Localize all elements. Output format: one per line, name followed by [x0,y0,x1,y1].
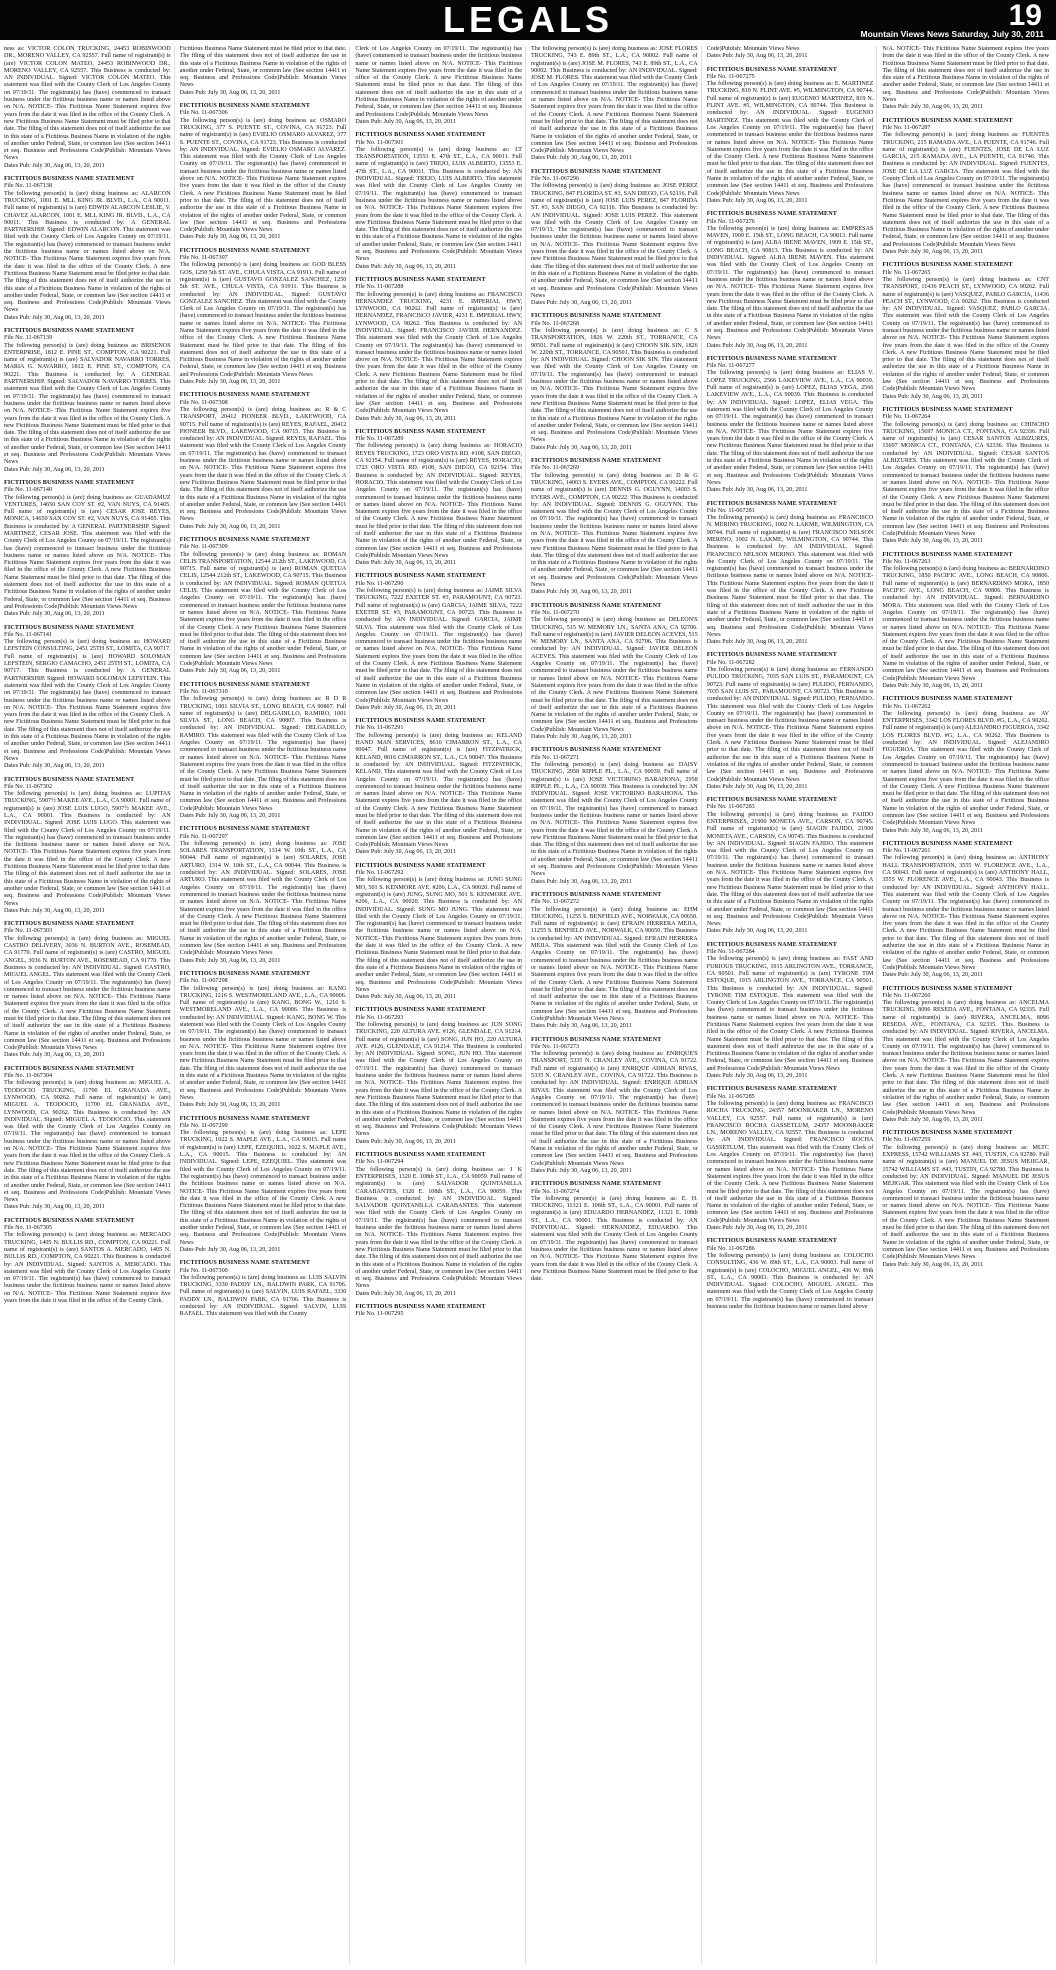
notice-heading: FICTITIOUS BUSINESS NAME STATEMENT [882,551,1013,558]
notice-file-number: File No. 11-067281 [706,507,755,514]
legal-notice [882,696,1049,835]
notice-file-number: File No. 11-067309 [179,544,228,551]
notice-file-number: File No. 11-067299 [179,1122,228,1129]
notice-heading: FICTITIOUS BUSINESS NAME STATEMENT [179,103,310,110]
notice-file-number: File No. 11-067264 [882,414,931,421]
notice-publication-dates: Dates Pub: July 30, Aug 06, 13, 20, 2011 [531,734,632,741]
notice-body: The following person(s) is (are) doing business as: GUADAMUZ VENTURES, 14650 SAN COY ST. #2, VAN NUYS, CA 91405. Full name of registrant(s) is (are) CESAR JOSE REYES, MONICA, 14650 SAN COY ST. #2, VAN NUYS, CA 91405. This Business is conducted by: A GENERAL PARTNERSHIP. Signed: MARTINEZ, CESAR JOSE. This statement was filed with the County Clerk of Los Angeles County on 07/19/11. The registrant(s) has (have) commenced to transact business under the fictitious business name or names listed above on N/A. NOTICE- This Fictitious Name Statement expires five years from the date it was filed in the office of the County Clerk. A new Fictitious Business Name Statement must be filed prior to that date. The filing of this statement does not of itself authorize the use in this state of a Fictitious Business Name in violation of the rights of another under Federal, State, or common law (See section 14411 et seq. Business and Professions Code)Publish: Mountain Views News [4,494,171,610]
legal-notice [882,841,1049,980]
notice-body: The following person(s) is (are) doing business as: JOSE PEREZ TRUCKING, 847 FLORIDA ST. #3, SAN DIEGO, CA 92116. Full name of registrant(s) is (are) JOSE LUIS PEREZ, 847 FLORIDA ST. #3, SAN DIEGO, CA 92116. This Business is conducted by: AN INDIVIDUAL. Signed: JOSE LUIS PEREZ. This statement was filed with the County Clerk of Los Angeles County on 07/19/11. The registrant(s) has (have) commenced to transact business under the fictitious business name or names listed above on N/A. NOTICE- This Fictitious Name Statement expires five years from the date it was filed in the office of the County Clerk. A new Fictitious Business Name Statement must be filed prior to that date. The filing of this statement does not of itself authorize the use in this state of a Fictitious Business Name in violation of the rights of another under Federal, State, or common law (See section 14411 et seq. Business and Professions Code)Publish: Mountain Views News [531,183,698,299]
notice-publication-dates: Dates Pub: July 30, Aug 06, 13, 20, 2011 [882,972,984,979]
notice-column-6 [882,46,1052,1964]
legal-notice [180,1260,347,1318]
legal-notice [355,1304,522,1319]
notice-column-3 [355,46,526,1964]
notice-body: The following person(s) is (are) doing business as: MERCADO TRUCKING, 1405 N. BULLIS RD., COMPTON, CA 90221. Full name of registrant(s) is (are) SANTOS A. MERCADO, 1405 N. BULLIS RD., COMPTON, CA 90221. This Business is conducted by: AN INDIVIDUAL. Signed: SANTOS A. MERCADO. This statement was filed with the County Clerk of Los Angeles County on 07/19/11. The registrant(s) has (have) commenced to transact business under the fictitious business name or names listed above on N/A. NOTICE- This Fictitious Name Statement expires five years from the date it was filed in the office of the County Clerk. [4,1232,171,1304]
notice-publication-dates: Dates Pub: July 30, Aug 06, 13, 20, 2011 [706,1073,808,1080]
notice-publication-dates: Dates Pub: July 30, Aug 06, 13, 20, 2011 [531,1167,632,1174]
notice-body: The following person(s) is (are) doing business as: FAST AND FURIOUS TRUCKING, 1915 ARLINGTON AVE., TORRANCE, CA 90501. Full name of registrant(s) is (are) TYRONE TIM ESTOQUE, 1915 ARLINGTON AVE., TORRANCE, CA 90501. This Business is conducted by: AN INDIVIDUAL. Signed: TYRONE TIM ESTOQUE. This statement was filed with the County Clerk of Los Angeles County on 07/19/11. The registrant(s) has (have) commenced to transact business under the fictitious business name or names listed above on N/A. NOTICE- This Fictitious Name Statement expires five years from the date it was filed in the office of the County Clerk. A new Fictitious Business Name Statement must be filed prior to that date. The filing of this statement does not of itself authorize the use in this state of a Fictitious Business Name in violation of the rights of another under Federal, State, or common law (See section 14411 et seq. Business and Professions Code)Publish: Mountain Views News [706,956,874,1072]
notice-file-number: File No. 11-067270 [531,609,580,616]
notice-heading: FICTITIOUS BUSINESS NAME STATEMENT [355,1152,486,1159]
notice-body: The following person(s) is (are) doing business as: JUN SONG TRUCKING, 220 ALTURA AVE. #126, GLENDALE, CA 91214. Full name of registrant(s) is (are) SONG, JUN HO, 220 ALTURA AVE. #126, GLENDALE, CA 91214. This Business is conducted by: AN INDIVIDUAL. Signed: SONG, JUN HO. This statement was filed with the County Clerk of Los Angeles County on 07/19/11. The registrant(s) has (have) commenced to transact business under the fictitious business name or names listed above on N/A. NOTICE- This Fictitious Name Statement expires five years from the date it was filed in the office of the County Clerk. A new Fictitious Business Name Statement must be filed prior to that date. The filing of this statement does not of itself authorize the use in this state of a Fictitious Business Name in violation of the rights of another under Federal, State, or common law (See section 14411 et seq. Business and Professions Code)Publish: Mountain Views News [355,1022,523,1138]
notice-heading: FICTITIOUS BUSINESS NAME STATEMENT [706,500,837,507]
notice-file-number: File No. 11-067263 [882,558,931,565]
notice-body: The following person(s) is (are) doing business as: JUNG SUNG MO, 501 S. KENMORE AVE. #206, L.A., CA 90020. Full name of registrant(s) is (are) JUNG, SUNG MO, 501 S. KENMORE AVE. #206, L.A., CA 90020. This Business is conducted by: AN INDIVIDUAL. Signed: SUNG MO JUNG. This statement was filed with the County Clerk of Los Angeles County on 07/19/11. The registrant(s) has (have) commenced to transact business under the fictitious business name or names listed above on N/A. NOTICE- This Fictitious Name Statement expires five years from the date it was filed in the office of the County Clerk. A new Fictitious Business Name Statement must be filed prior to that date. The filing of this statement does not of itself authorize the use in this state of a Fictitious Business Name in violation of the rights of another under Federal, State, or common law (See section 14411 et seq. Business and Professions Code)Publish: Mountain Views News [355,877,523,993]
notice-body: The following person(s) is (are) doing business as: ROMAN CELIS TRANSPORTATION, 12544 212th ST., LAKEWOOD, CA 90715. Full name of registrant(s) is (are) ROMAN QUETUA CELIS, 12544 212th ST., LAKEWOOD, CA 90715. This Business is conducted by: AN INDIVIDUAL. Signed: ROMAN QUETUA CELIS. This statement was filed with the County Clerk of Los Angeles County on 07/19/11. The registrant(s) has (have) commenced to transact business under the fictitious business name or names listed above on N/A. NOTICE- This Fictitious Name Statement expires five years from the date it was filed in the office of the County Clerk. A new Fictitious Business Name Statement must be filed prior to that date. The filing of this statement does not of itself authorize the use in this state of a Fictitious Business Name in violation of the rights of another under Federal, State, or common law (See section 14411 et seq. Business and Professions Code)Publish: Mountain Views News [179,551,347,668]
legal-notice [882,262,1049,401]
legal-notice [180,537,347,676]
notice-publication-dates: Dates Pub: July 30, Aug 06, 13, 20, 2011 [4,763,105,770]
legal-notice [531,458,698,597]
notice-publication-dates: Dates Pub: July 30, Aug 06, 13, 20, 2011 [706,639,808,646]
legal-notice [4,777,171,916]
notice-column-2 [180,46,351,1964]
notice-file-number: File No. 11-067139 [4,335,53,342]
notice-body: The following person(s) is (are) doing business as: ENRIQUE'S TRANSPORT, 5335 N. CRANLEY AVE., COVINA, CA 91722. Full name of registrant(s) is (are) ENRIQUE ADRIAN RIVAS, 5335 N. CRANLEY AVE., COVINA, CA 91722. This Business is conducted by: AN INDIVIDUAL. Signed: ENRIQUE ADRIAN RIVAS. This statement was filed with the County Clerk of Los Angeles County on 07/19/11. The registrant(s) has (have) commenced to transact business under the fictitious business name or names listed above on N/A. NOTICE- This Fictitious Name Statement expires five years from the date it was filed in the office of the County Clerk. A new Fictitious Business Name Statement must be filed prior to that date. The filing of this statement does not of itself authorize the use in this state of a Fictitious Business Name in violation of the rights of another under Federal, State, or common law (See section 14411 et seq. Business and Professions Code)Publish: Mountain Views News [531,1051,698,1167]
notice-publication-dates: Dates Pub: July 30, Aug 06, 13, 20, 2011 [179,668,281,675]
notice-publication-dates: Dates Pub: July 30, Aug 06, 13, 20, 2011 [706,197,808,204]
dateline: Mountain Views News Saturday, July 30, 2011 [860,29,1044,39]
notice-publication-dates: Dates Pub: July 30, Aug 06, 13, 20, 2011 [531,1023,632,1030]
notice-file-number: File No. 11-067288 [355,284,404,291]
notice-body: The following person(s) is (are) doing business as: FAJIDO ENTERPRISES, 21900 MONETA AVE., CARSON, CA 90745. Full name of registrant(s) is (are) SIAGIN FAJIDO, 21900 MONETA AVE., CARSON, CA 90745. This Business is conducted by: AN INDIVIDUAL. Signed: SIAGIN FAJIDO. This statement was filed with the County Clerk of Los Angeles County on 07/19/11. The registrant(s) has (have) commenced to transact business under the fictitious business name or names listed above on N/A. NOTICE- This Fictitious Name Statement expires five years from the date it was filed in the office of the County Clerk. A new Fictitious Business Name Statement must be filed prior to that date. The filing of this statement does not of itself authorize the use in this state of a Fictitious Business Name in violation of the rights of another under Federal, State, or common law (See section 14411 et seq. Business and Professions Code)Publish: Mountain Views News [706,811,874,928]
legal-notice [180,826,347,965]
notice-heading: FICTITIOUS BUSINESS NAME STATEMENT [179,826,310,833]
notice-file-number: File No. 11-067261 [882,848,931,855]
legal-notice [4,46,171,170]
notice-file-number: File No. 11-067291 [355,725,404,732]
notice-publication-dates: Dates Pub: July 30, Aug 06, 13, 20, 2011 [179,1102,281,1109]
notice-file-number: File No. 11-067287 [882,124,931,131]
notice-file-number: File No. 11-067272 [531,899,580,906]
legal-notice [355,718,522,857]
legal-notices-columns [4,46,1052,1964]
notice-heading: FICTITIOUS BUSINESS NAME STATEMENT [706,355,837,362]
legal-notice [180,971,347,1110]
notice-body: The following person(s) is (are) doing business as: FUENTES TRUCKING, 215 RAMADA AVE., LA PUENTE, CA 91746. Full name of registrant(s) is (are) FUENTES, JOSE DE LA LUZ GARCIA, 215 RAMADA AVE., LA PUENTE, CA 91746. This Business is conducted by: AN INDIVIDUAL. Signed: FUENTES, JOSE DE LA LUZ GARCIA. This statement was filed with the County Clerk of Los Angeles County on 07/19/11. The registrant(s) has (have) commenced to transact business under the fictitious business name or names listed above on N/A. NOTICE- This Fictitious Name Statement expires five years from the date it was filed in the office of the County Clerk. A new Fictitious Business Name Statement must be filed prior to that date. The filing of this statement does not of itself authorize the use in this state of a Fictitious Business Name in violation of the rights of another under Federal, State, or common law (See section 14411 et seq. Business and Professions Code)Publish: Mountain Views News [882,132,1050,248]
notice-heading: FICTITIOUS BUSINESS NAME STATEMENT [4,1065,135,1072]
notice-heading: FICTITIOUS BUSINESS NAME STATEMENT [706,211,837,218]
notice-body: The following person(s) is (are) doing business as: MLTC EXPRESS, 15742 WILLIAMS ST. #43, TUSTIN, CA 92780. Full name of registrant(s) is (are) MANUEL DE JESUS MEJIGAR, 15742 WILLIAMS ST. #43, TUSTIN, CA 92780. This Business is conducted by: AN INDIVIDUAL. Signed: MANUEL DE JESUS MEJIGAR. This statement was filed with the County Clerk of Los Angeles County on 07/19/11. The registrant(s) has (have) commenced to transact business under the fictitious business name or names listed above on N/A. NOTICE- This Fictitious Name Statement expires five years from the date it was filed in the office of the County Clerk. A new Fictitious Business Name Statement must be filed prior to that date. The filing of this statement does not of itself authorize the use in this state of a Fictitious Business Name in violation of the rights of another under Federal, State, or common law (See section 14411 et seq. Business and Professions Code)Publish: Mountain Views News [882,1144,1050,1261]
notice-heading: FICTITIOUS BUSINESS NAME STATEMENT [531,602,662,609]
notice-publication-dates: Dates Pub: July 30, Aug 06, 13, 20, 2011 [531,878,632,885]
notice-file-number: File No. 11-067275 [706,73,755,80]
notice-body: The following person(s) is (are) doing business as: LEPE TRUCKING, 1022 S. MAPLE AVE., L.A., CA 90015. Full name of registrant(s) is (are) LEPE, EZEQUIEL, 1022 S. MAPLE AVE., L.A., CA 90015. This Business is conducted by: AN INDIVIDUAL. Signed: LEPE, EZEQUIEL. This statement was filed with the County Clerk of Los Angeles County on 07/19/11. The registrant(s) has (have) commenced to transact business under the fictitious business name or names listed above on N/A. NOTICE- This Fictitious Name Statement expires five years from the date it was filed in the office of the County Clerk. A new Fictitious Business Name Statement must be filed prior to that date. The filing of this statement does not of itself authorize the use in this state of a Fictitious Business Name in violation of the rights of another under Federal, State, or common law (See section 14411 et seq. Business and Professions Code)Publish: Mountain Views News [179,1130,347,1246]
legal-notice [180,46,347,97]
notice-heading: FICTITIOUS BUSINESS NAME STATEMENT [4,921,135,928]
notice-body: Fictitious Business Name Statement must be filed prior to that date. The filing of this statement does not of itself authorize the use in this state of a Fictitious Business Name in violation of the rights of another under Federal, State, or common law (See section 14411 et seq. Business and Professions Code)Publish: Mountain Views News [179,46,347,89]
notice-publication-dates: Dates Pub: July 30, Aug 06, 13, 20, 2011 [179,957,281,964]
legal-notice [180,1116,347,1255]
notice-heading: FICTITIOUS BUSINESS NAME STATEMENT [882,696,1013,703]
notice-heading: FICTITIOUS BUSINESS NAME STATEMENT [531,313,662,320]
notice-heading: FICTITIOUS BUSINESS NAME STATEMENT [882,262,1013,269]
notice-publication-dates: Dates Pub: July 30, Aug 06, 13, 20, 2011 [179,89,281,96]
notice-heading: FICTITIOUS BUSINESS NAME STATEMENT [355,428,486,435]
notice-file-number: File No. 11-067283 [706,804,755,811]
notice-body: The following person(s) is (are) doing business as: HORACIO REYES TRUCKING, 1723 ORO VISTA RD. #108, SAN DIEGO, CA 92154. Full name of registrant(s) is (are) REYES, HORACIO, 1723 ORO VISTA RD. #108, SAN DIEGO, CA 92154. This Business is conducted by: AN INDIVIDUAL. Signed: REYES, HORACIO. This statement was filed with the County Clerk of Los Angeles County on 07/19/11. The registrant(s) has (have) commenced to transact business under the fictitious business name or names listed above on N/A. NOTICE- This Fictitious Name Statement expires five years from the date it was filed in the office of the County Clerk. A new Fictitious Business Name Statement must be filed prior to that date. The filing of this statement does not of itself authorize the use in this state of a Fictitious Business Name in violation of the rights of another under Federal, State, or common law (See section 14411 et seq. Business and Professions Code)Publish: Mountain Views News [355,443,523,559]
notice-publication-dates: Dates Pub: July 30, Aug 06, 13, 20, 2011 [4,314,105,321]
notice-publication-dates: Dates Pub: July 30, Aug 06, 13, 20, 2011 [355,118,457,125]
notice-file-number: File No. 11-067273 [531,1043,580,1050]
notice-file-number: File No. 11-067260 [882,992,931,999]
legal-notice [180,248,347,387]
notice-file-number: File No. 11-067284 [706,949,755,956]
notice-body: The following person(s) is (are) doing business as: HOWARD LEFSTEIN CONSULTING, 2451 25TH ST., LOMITA, CA 90717. Full name of registrant(s) is (are) HOWARD SOLOMAN LEFSTEIN, SERGIO CAMACHO, 2451 25TH ST., LOMITA, CA 90717. This Business is conducted by: A GENERAL PARTNERSHIP. Signed: HOWARD SOLOMAN LEFSTEIN. This statement was filed with the County Clerk of Los Angeles County on 07/19/11. The registrant(s) has (have) commenced to transact business under the fictitious business name or names listed above on N/A. NOTICE- This Fictitious Name Statement expires five years from the date it was filed in the office of the County Clerk. A new Fictitious Business Name Statement must be filed prior to that date. The filing of this statement does not of itself authorize the use in this state of a Fictitious Business Name in violation of the rights of another under Federal, State, or common law (See section 14411 et seq. Business and Professions Code)Publish: Mountain Views News [4,639,171,762]
legal-notice [4,1218,171,1306]
notice-heading: FICTITIOUS BUSINESS NAME STATEMENT [179,392,310,399]
notice-heading: FICTITIOUS BUSINESS NAME STATEMENT [706,797,837,804]
notice-publication-dates: Dates Pub: July 30, Aug 06, 13, 20, 2011 [531,300,632,307]
notice-publication-dates: Dates Pub: July 30, Aug 06, 13, 20, 2011 [355,994,457,1001]
notice-file-number: File No. 11-067305 [4,1225,53,1232]
notice-heading: FICTITIOUS BUSINESS NAME STATEMENT [706,66,837,73]
legal-notice [882,1130,1049,1269]
notice-body: The following person(s) is (are) doing business as: FERNANDO PULIDO TRUCKING, 7035 SAN LUIS ST., PARAMOUNT, CA 90723. Full name of registrant(s) is (are) PULIDO, FERNANDO, 7035 SAN LUIS ST., PARAMOUNT, CA 90723. This Business is conducted by: AN INDIVIDUAL. Signed: PULIDO, FERNANDO. This statement was filed with the County Clerk of Los Angeles County on 07/19/11. The registrant(s) has (have) commenced to transact business under the fictitious business name or names listed above on N/A. NOTICE- This Fictitious Name Statement expires five years from the date it was filed in the office of the County Clerk. A new Fictitious Business Name Statement must be filed prior to that date. The filing of this statement does not of itself authorize the use in this state of a Fictitious Business Name in violation of the rights of another under Federal, State, or common law (See section 14411 et seq. Business and Professions Code)Publish: Mountain Views News [706,667,874,783]
legal-notice [355,1007,522,1146]
legal-notice [4,328,171,474]
notice-file-number: File No. 11-067140 [4,487,53,494]
notice-body: The following person(s) is (are) doing business as: MIGUEL A. TEODOCIO TRUCKING, 11700 EL GRANADA AVE., LYNWOOD, CA 90262. Full name of registrant(s) is (are) MIGUEL A. TEODOCIO, 11700 EL GRANADA AVE., LYNWOOD, CA 90262. This Business is conducted by: AN INDIVIDUAL. Signed: MIGUEL A. TEODOCIO. This statement was filed with the County Clerk of Los Angeles County on 07/19/11. The registrant(s) has (have) commenced to transact business under the fictitious business name or names listed above on N/A. NOTICE- This Fictitious Name Statement expires five years from the date it was filed in the office of the County Clerk. A new Fictitious Business Name Statement must be filed prior to that date. The filing of this statement does not of itself authorize the use in this state of a Fictitious Business Name in violation of the rights of another under Federal, State, or common law (See section 14411 et seq. Business and Professions Code)Publish: Mountain Views News [4,1080,171,1204]
legal-notice [355,1152,522,1298]
section-title: LEGALS [442,0,613,40]
notice-file-number: File No. 11-067304 [4,1073,53,1080]
notice-publication-dates: Dates Pub: July 30, Aug 06, 13, 20, 2011 [882,538,984,545]
legal-notice [531,747,698,886]
notice-publication-dates: Dates Pub: July 30, Aug 06, 13, 20, 2011 [4,1052,105,1059]
legal-notice [355,132,522,271]
notice-publication-dates: Dates Pub: July 30, Aug 06, 13, 20, 2011 [706,783,808,790]
legal-notice [355,573,522,712]
notice-heading: FICTITIOUS BUSINESS NAME STATEMENT [4,1217,135,1224]
notice-file-number: File No. 11-067293 [355,1014,404,1021]
notice-body: The following person(s) is (are) doing business as: ANTHONY HALL TRANSPORTATION, 3555 W. FLORENCE AVE., L.A., CA 90043. Full name of registrant(s) is (are) ANTHONY HALL, 3555 W. FLORENCE AVE., L.A., CA 90043. This Business is conducted by: AN INDIVIDUAL. Signed: ANTHONY HALL. This statement was filed with the County Clerk of Los Angeles County on 07/19/11. The registrant(s) has (have) commenced to transact business under the fictitious business name or names listed above on N/A. NOTICE- This Fictitious Name Statement expires five years from the date it was filed in the office of the County Clerk. A new Fictitious Business Name Statement must be filed prior to that date. The filing of this statement does not of itself authorize the use in this state of a Fictitious Business Name in violation of the rights of another under Federal, State, or common law (See section 14411 et seq. Business and Professions Code)Publish: Mountain Views News [882,855,1050,971]
notice-body: The following person(s) is (are) doing business as: D & G TRUCKING, 14003 S. EVERS AVE., COMPTON, CA 90222. Full name of registrant(s) is (are) DENNIS G. OGUYNN, 14003 S. EVERS AVE., COMPTON, CA 90222. This Business is conducted by: AN INDIVIDUAL. Signed: DENNIS G. OGUYNN. This statement was filed with the County Clerk of Los Angeles County on 07/19/11. The registrant(s) has (have) commenced to transact business under the fictitious business name or names listed above on N/A. NOTICE- This Fictitious Name Statement expires five years from the date it was filed in the office of the County Clerk. A new Fictitious Business Name Statement must be filed prior to that date. The filing of this statement does not of itself authorize the use in this state of a Fictitious Business Name in violation of the rights of another under Federal, State, or common law (See section 14411 et seq. Business and Professions Code)Publish: Mountain Views News [531,472,698,589]
notice-file-number: File No. 11-067300 [179,1267,228,1274]
notice-file-number: File No. 11-067269 [531,465,580,472]
notice-heading: FICTITIOUS BUSINESS NAME STATEMENT [882,117,1013,124]
notice-publication-dates: Dates Pub: July 30, Aug 06, 13, 20, 2011 [531,155,632,162]
notice-body: The following person(s) is (are) doing business as: GOD BLESS GOS, 1250 5th ST. AVE., CHULA VISTA, CA 91911. Full name of registrant(s) is (are) GUSTAVO GONZALEZ SANCHEZ, 1250 5th ST. AVE., CHULA VISTA, CA 91911. This Business is conducted by: AN INDIVIDUAL. Signed: GUSTAVO GONZALEZ SANCHEZ. This statement was filed with the County Clerk of Los Angeles County on 07/19/11. The registrant(s) has (have) commenced to transact business under the fictitious business name or names listed above on N/A. NOTICE- This Fictitious Name Statement expires five years from the date it was filed in the office of the County Clerk. A new Fictitious Business Name Statement must be filed prior to that date. The filing of this statement does not of itself authorize the use in this state of a Fictitious Business Name in violation of the rights of another under Federal, State, or common law (See section 14411 et seq. Business and Professions Code)Publish: Mountain Views News [179,262,347,378]
notice-heading: FICTITIOUS BUSINESS NAME STATEMENT [531,458,662,465]
notice-body: The following person(s) is (are) doing business as: LUPITAS TRUCKING, 5907½ MAKEE AVE., L.A., CA 90001. Full name of registrant(s) is (are) JOSE LUIS LUGO, 5907½ MAKEE AVE., L.A., CA 90001. This Business is conducted by: AN INDIVIDUAL. Signed: JOSE LUIS LUGO. This statement was filed with the County Clerk of Los Angeles County on 07/19/11. The registrant(s) has (have) commenced to transact business under the fictitious business name or names listed above on N/A. NOTICE- This Fictitious Name Statement expires five years from the date it was filed in the office of the County Clerk. A new Fictitious Business Name Statement must be filed prior to that date. The filing of this statement does not of itself authorize the use in this state of a Fictitious Business Name in violation of the rights of another under Federal, State, or common law (See section 14411 et seq. Business and Professions Code)Publish: Mountain Views News [4,791,171,907]
notice-body: The following person(s) is (are) doing business as: BERNARDINO TRUCKING, 1850 PACIFIC AVE., LONG BEACH, CA 90806. Full name of registrant(s) is (are) BERNARDINO MORA, 1850 PACIFIC AVE., LONG BEACH, CA 90806. This Business is conducted by: AN INDIVIDUAL. Signed: BERNARDINO MORA. This statement was filed with the County Clerk of Los Angeles County on 07/19/11. The registrant(s) has (have) commenced to transact business under the fictitious business name or names listed above on N/A. NOTICE- This Fictitious Name Statement expires five years from the date it was filed in the office of the County Clerk. A new Fictitious Business Name Statement must be filed prior to that date. The filing of this statement does not of itself authorize the use in this state of a Fictitious Business Name in violation of the rights of another under Federal, State, or common law (See section 14411 et seq. Business and Professions Code)Publish: Mountain Views News [882,566,1050,682]
notice-body: The following person(s) is (are) doing business as: R D R TRUCKING, 1001 SILVIA ST., LONG BEACH, CA 90807. Full name of registrant(s) is (are) DELGADILLO, RAMIRO, 1001 SILVIA ST., LONG BEACH, CA 90807. This Business is conducted by: AN INDIVIDUAL. Signed: DELGADILLO, RAMIRO. This statement was filed with the County Clerk of Los Angeles County on 07/19/11. The registrant(s) has (have) commenced to transact business under the fictitious business name or names listed above on N/A. NOTICE- This Fictitious Name Statement expires five years from the date it was filed in the office of the County Clerk. A new Fictitious Business Name Statement must be filed prior to that date. The filing of this statement does not of itself authorize the use in this state of a Fictitious Business Name in violation of the rights of another under Federal, State, or common law (See section 14411 et seq. Business and Professions Code)Publish: Mountain Views News [179,696,347,812]
legal-notice [4,176,171,322]
notice-file-number: File No. 11-067295 [355,1311,404,1318]
notice-heading: FICTITIOUS BUSINESS NAME STATEMENT [355,1303,486,1310]
notice-file-number: File No. 11-067282 [706,659,755,666]
notice-file-number: File No. 11-067265 [882,269,931,276]
notice-body: The following person(s) is (are) doing business as: AV ENTERPRISES, 3342 LOS FLORES BLVD. #G, L.A., CA 90262. Full name of registrant(s) is (are) ALEJANDRO FIGUEROA, 3342 LOS FLORES BLVD. #G, L.A., CA 90262. This Business is conducted by: AN INDIVIDUAL. Signed: ALEJANDRO FIGUEROA. This statement was filed with the County Clerk of Los Angeles County on 07/19/11. The registrant(s) has (have) commenced to transact business under the fictitious business name or names listed above on N/A. NOTICE- This Fictitious Name Statement expires five years from the date it was filed in the office of the County Clerk. A new Fictitious Business Name Statement must be filed prior to that date. The filing of this statement does not of itself authorize the use in this state of a Fictitious Business Name in violation of the rights of another under Federal, State, or common law (See section 14411 et seq. Business and Professions Code)Publish: Mountain Views News [882,710,1050,827]
notice-heading: FICTITIOUS BUSINESS NAME STATEMENT [179,970,310,977]
notice-body: The following person(s) is (are) doing business as: E. MARTINEZ TRUCKING, 819 N. FLINT AVE. #5, WILMINGTON, CA 90744. Full name of registrant(s) is (are) EUGENIO MARTINEZ, 819 N. FLINT AVE. #5, WILMINGTON, CA 90744. This Business is conducted by: AN INDIVIDUAL. Signed: EUGENIO MARTINEZ. This statement was filed with the County Clerk of Los Angeles County on 07/19/11. The registrant(s) has (have) commenced to transact business under the fictitious business name or names listed above on N/A. NOTICE- This Fictitious Name Statement expires five years from the date it was filed in the office of the County Clerk. A new Fictitious Business Name Statement must be filed prior to that date. The filing of this statement does not of itself authorize the use in this state of a Fictitious Business Name in violation of the rights of another under Federal, State, or common law (See section 14411 et seq. Business and Professions Code)Publish: Mountain Views News [706,81,874,197]
notice-heading: FICTITIOUS BUSINESS NAME STATEMENT [179,1260,310,1267]
notice-file-number: File No. 11-067276 [706,218,755,225]
notice-file-number: File No. 11-067286 [706,1245,755,1252]
notice-body: The following person(s) is (are) doing business as: EMPRESAS MAVEN, 1909 E. 15th ST., LONG BEACH, CA 90813. Full name of registrant(s) is (are) ALBA IRENE MAVEN, 1909 E. 15th ST., LONG BEACH, CA 90813. This Business is conducted by: AN INDIVIDUAL. Signed: ALBA IRENE MAVEN. This statement was filed with the County Clerk of Los Angeles County on 07/19/11. The registrant(s) has (have) commenced to transact business under the fictitious business name or names listed above on N/A. NOTICE- This Fictitious Name Statement expires five years from the date it was filed in the office of the County Clerk. A new Fictitious Business Name Statement must be filed prior to that date. The filing of this statement does not of itself authorize the use in this state of a Fictitious Business Name in violation of the rights of another under Federal, State, or common law (See section 14411 et seq. Business and Professions Code)Publish: Mountain Views News [706,225,874,342]
notice-file-number: File No. 11-067294 [355,1159,404,1166]
legal-notice [707,1086,874,1232]
legal-notice [531,892,698,1031]
notice-publication-dates: Dates Pub: July 30, Aug 06, 13, 20, 2011 [882,104,984,111]
notice-publication-dates: Dates Pub: July 30, Aug 06, 13, 20, 2011 [355,1138,457,1145]
notice-heading: FICTITIOUS BUSINESS NAME STATEMENT [4,776,135,783]
notice-publication-dates: Dates Pub: July 30, Aug 06, 13, 20, 2011 [882,1261,984,1268]
notice-file-number: File No. 11-067259 [882,1137,931,1144]
notice-file-number: File No. 11-067307 [179,255,228,262]
legal-notice [882,407,1049,546]
notice-heading: FICTITIOUS BUSINESS NAME STATEMENT [355,276,486,283]
legal-notice [707,501,874,647]
notice-publication-dates: Dates Pub: July 30, Aug 06, 13, 20, 2011 [355,1290,457,1297]
notice-body: The following person(s) is (are) doing business as: DELEON'S TRUCKING, 515 W. MEMORY LN., SANTA ANA, CA 92706. Full name of registrant(s) is (are) JAVIER DELEON ACEVES, 515 W. MEMORY LN., SANTA ANA, CA 92706. This Business is conducted by: AN INDIVIDUAL. Signed: JAVIER DELEON ACEVES. This statement was filed with the County Clerk of Los Angeles County on 07/19/11. The registrant(s) has (have) commenced to transact business under the fictitious business name or names listed above on N/A. NOTICE- This Fictitious Name Statement expires five years from the date it was filed in the office of the County Clerk. A new Fictitious Business Name Statement must be filed prior to that date. The filing of this statement does not of itself authorize the use in this state of a Fictitious Business Name in violation of the rights of another under Federal, State, or common law (See section 14411 et seq. Business and Professions Code)Publish: Mountain Views News [531,617,698,733]
notice-column-5 [707,46,878,1964]
masthead [0,0,1056,40]
notice-heading: FICTITIOUS BUSINESS NAME STATEMENT [531,1036,662,1043]
notice-heading: FICTITIOUS BUSINESS NAME STATEMENT [531,891,662,898]
legal-notice [882,552,1049,691]
notice-file-number: File No. 11-067141 [4,631,53,638]
notice-heading: FICTITIOUS BUSINESS NAME STATEMENT [355,862,486,869]
legal-notice [4,480,171,619]
notice-heading: FICTITIOUS BUSINESS NAME STATEMENT [355,1007,486,1014]
notice-body: The following person(s) is (are) doing business as: EHM TRUCKING, 11255 S. BENFIELD AVE., NORWALK, CA 90650. Full name of registrant(s) is (are) EFRAIN HERRERA MEJIA, 11255 S. BENFIELD AVE., NORWALK, CA 90650. This Business is conducted by: AN INDIVIDUAL. Signed: EFRAIN HERRERA MEJIA. This statement was filed with the County Clerk of Los Angeles County on 07/19/11. The registrant(s) has (have) commenced to transact business under the fictitious business name or names listed above on N/A. NOTICE- This Fictitious Name Statement expires five years from the date it was filed in the office of the County Clerk. A new Fictitious Business Name Statement must be filed prior to that date. The filing of this statement does not of itself authorize the use in this state of a Fictitious Business Name in violation of the rights of another under Federal, State, or common law (See section 14411 et seq. Business and Professions Code)Publish: Mountain Views News [531,906,698,1022]
notice-file-number: File No. 11-067285 [706,1093,755,1100]
notice-column-1 [4,46,175,1964]
notice-file-number: File No. 11-067292 [355,870,404,877]
notice-heading: FICTITIOUS BUSINESS NAME STATEMENT [355,132,486,139]
notice-body: The following person(s) is (are) doing business as: BRISENOS ENTERPRISE, 1812 E. PINE ST., COMPTON, CA 90221. Full name of registrant(s) is (are) SALVADOR NAVARRO TORRES, MARIA G. NAVARRO, 1812 E. PINE ST., COMPTON, CA 90221. This Business is conducted by: A GENERAL PARTNERSHIP. Signed: SALVADOR NAVARRO TORRES. This statement was filed with the County Clerk of Los Angeles County on 07/19/11. The registrant(s) has (have) commenced to transact business under the fictitious business name or names listed above on N/A. NOTICE- This Fictitious Name Statement expires five years from the date it was filed in the office of the County Clerk. A new Fictitious Business Name Statement must be filed prior to that date. The filing of this statement does not of itself authorize the use in this state of a Fictitious Business Name in violation of the rights of another under Federal, State, or common law (See section 14411 et seq. Business and Professions Code)Publish: Mountain Views News [4,342,171,466]
notice-publication-dates: Dates Pub: July 30, Aug 06, 13, 20, 2011 [882,827,984,834]
notice-publication-dates: Dates Pub: July 30, Aug 06, 13, 20, 2011 [882,682,984,689]
notice-file-number: File No. 11-067306 [179,110,228,117]
notice-heading: FICTITIOUS BUSINESS NAME STATEMENT [4,479,135,486]
notice-file-number: File No. 11-067303 [4,928,53,935]
notice-file-number: File No. 11-067274 [531,1188,580,1195]
notice-publication-dates: Dates Pub: July 30, Aug 06, 13, 20, 2011 [179,1246,281,1253]
notice-publication-dates: Dates Pub: July 30, Aug 06, 13, 20, 2011 [355,704,457,711]
notice-heading: FICTITIOUS BUSINESS NAME STATEMENT [706,1086,837,1093]
legal-notice [180,392,347,531]
notice-heading: FICTITIOUS BUSINESS NAME STATEMENT [179,537,310,543]
legal-notice [707,797,874,936]
notice-body: The following person(s) is (are) doing business as: ALARCON TRUCKING, 1001 E. MLL KING JR. BLVD., L.A., CA 90011. Full name of registrant(s) is (are) EDWIN ALARCON LESLIE, V. CHAVEZ ALARCON, 1001 E. MLL KING JR. BLVD., L.A., CA 90011. This Business is conducted by: A GENERAL PARTNERSHIP. Signed: EDWIN ALARCON. This statement was filed with the County Clerk of Los Angeles County on 07/19/11. The registrant(s) has (have) commenced to transact business under the fictitious business name or names listed above on N/A. NOTICE- This Fictitious Name Statement expires five years from the date it was filed in the office of the County Clerk. A new Fictitious Business Name Statement must be filed prior to that date. The filing of this statement does not of itself authorize the use in this state of a Fictitious Business Name in violation of the rights of another under Federal, State, or common law (See section 14411 et seq. Business and Professions Code)Publish: Mountain Views News [4,190,171,314]
legal-notice [355,429,522,568]
notice-publication-dates: Dates Pub: July 30, Aug 06, 13, 20, 2011 [355,560,457,567]
notice-body: The following person(s) is (are) doing business as: R & C TRANSPORT, 20412 PIONEER BLVD., LAKEWOOD, CA 90715. Full name of registrant(s) is (are) REYES, RAFAEL, 20412 PIONEER BLVD., LAKEWOOD, CA 90715. This Business is conducted by: AN INDIVIDUAL. Signed: REYES, RAFAEL. This statement was filed with the County Clerk of Los Angeles County on 07/19/11. The registrant(s) has (have) commenced to transact business under the fictitious business name or names listed above on N/A. NOTICE- This Fictitious Name Statement expires five years from the date it was filed in the office of the County Clerk. A new Fictitious Business Name Statement must be filed prior to that date. The filing of this statement does not of itself authorize the use in this state of a Fictitious Business Name in violation of the rights of another under Federal, State, or common law (See section 14411 et seq. Business and Professions Code)Publish: Mountain Views News [179,406,347,523]
legal-notice [531,313,698,452]
notice-publication-dates: Dates Pub: July 30, Aug 06, 13, 20, 2011 [4,611,105,618]
notice-publication-dates: Dates Pub: July 30, Aug 06, 13, 20, 2011 [4,1204,105,1211]
notice-body: ness as: VICTOR COLON TRUCKING, 24453 ROBINWOOD DR., MORENO VALLEY, CA 92557. Full name of registrant(s) is (are) VICTOR COLON MATEO, 24453 ROBINWOOD DR., MORENO VALLEY, CA 92557. This Business is conducted by: AN INDIVIDUAL. Signed: VICTOR COLON MATEO. This statement was filed with the County Clerk of Los Angeles County on 07/19/11. The registrant(s) has (have) commenced to transact business under the fictitious business name or names listed above on N/A. NOTICE- This Fictitious Name Statement expires five years from the date it was filed in the office of the County Clerk. A new Fictitious Business Name Statement must be filed prior to that date. The filing of this statement does not of itself authorize the use in this state of a Fictitious Business Name in violation of the rights of another under Federal, State, or common law (See section 14411 et seq. Business and Professions Code)Publish: Mountain Views News [4,46,171,162]
notice-heading: FICTITIOUS BUSINESS NAME STATEMENT [882,1130,1013,1137]
notice-heading: FICTITIOUS BUSINESS NAME STATEMENT [882,406,1013,413]
legal-notice [882,46,1049,112]
notice-publication-dates: Dates Pub: July 30, Aug 06, 13, 20, 2011 [531,589,632,596]
notice-body: The following person(s) is (are) doing business as: ELIAS V. LOPEZ TRUCKING, 2566 LAKEVIEW AVE., L.A., CA 90039. Full name of registrant(s) is (are) LOPEZ, ELIAS VEGA, 2566 LAKEVIEW AVE., L.A., CA 90039. This Business is conducted by: AN INDIVIDUAL. Signed: LOPEZ, ELIAS VEGA. This statement was filed with the County Clerk of Los Angeles County on 07/19/11. The registrant(s) has (have) commenced to transact business under the fictitious business name or names listed above on N/A. NOTICE- This Fictitious Name Statement expires five years from the date it was filed in the office of the County Clerk. A new Fictitious Business Name Statement must be filed prior to that date. The filing of this statement does not of itself authorize the use in this state of a Fictitious Business Name in violation of the rights of another under Federal, State, or common law (See section 14411 et seq. Business and Professions Code)Publish: Mountain Views News [706,370,874,486]
notice-file-number: File No. 11-067308 [179,399,228,406]
notice-heading: FICTITIOUS BUSINESS NAME STATEMENT [531,747,662,754]
notice-file-number: File No. 11-067298 [179,978,228,985]
notice-publication-dates: Dates Pub: July 30, Aug 06, 13, 20, 2011 [882,249,984,256]
legal-notice [882,986,1049,1125]
notice-heading: FICTITIOUS BUSINESS NAME STATEMENT [4,624,135,631]
notice-publication-dates: Dates Pub: July 30, Aug 06, 13, 20, 2011 [179,379,281,386]
notice-publication-dates: Dates Pub: July 30, Aug 06, 13, 20, 2011 [4,162,105,169]
notice-body: The following person(s) is (are) doing business as: JOSE SOLARES TRANSPORTATION, 1314 W. 10th ST., L.A., CA 90044. Full name of registrant(s) is (are) SOLARES, JOSE ARTURO, 1314 W. 10th ST., L.A., CA 90044. This Business is conducted by: AN INDIVIDUAL. Signed: SOLARES, JOSE ARTURO. This statement was filed with the County Clerk of Los Angeles County on 07/19/11. The registrant(s) has (have) commenced to transact business under the fictitious business name or names listed above on N/A. NOTICE- This Fictitious Name Statement expires five years from the date it was filed in the office of the County Clerk. A new Fictitious Business Name Statement must be filed prior to that date. The filing of this statement does not of itself authorize the use in this state of a Fictitious Business Name in violation of the rights of another under Federal, State, or common law (See section 14411 et seq. Business and Professions Code)Publish: Mountain Views News [179,840,347,957]
legal-notice [707,356,874,495]
legal-notice [180,103,347,242]
notice-publication-dates: Dates Pub: July 30, Aug 06, 13, 20, 2011 [706,53,808,60]
notice-body: The following person(s) is (are) doing business as: OSMARO TRUCKING, 377 S. PUENTE ST., COVINA, CA 91723. Full name of registrant(s) is (are) EVIELIO OSMARO ALVAREZ, 377 S. PUENTE ST., COVINA, CA 91723. This Business is conducted by: AN INDIVIDUAL. Signed: EVIELIO OSMARO ALVAREZ. This statement was filed with the County Clerk of Los Angeles County on 07/19/11. The registrant(s) has (have) commenced to transact business under the fictitious business name or names listed above on N/A. NOTICE- This Fictitious Name Statement expires five years from the date it was filed in the office of the County Clerk. A new Fictitious Business Name Statement must be filed prior to that date. The filing of this statement does not of itself authorize the use in this state of a Fictitious Business Name in violation of the rights of another under Federal, State, or common law (See section 14411 et seq. Business and Professions Code)Publish: Mountain Views News [179,117,347,234]
legal-notice [707,211,874,350]
legal-notice [180,682,347,821]
notice-body: The following person(s) is (are) doing business as: CHINCHO TRUCKING, 15697 MONICA CT., FONTANA, CA 92336. Full name of registrant(s) is (are) CESAR SANTOS ALBIZURES, 15697 MONICA CT., FONTANA, CA 92336. This Business is conducted by: AN INDIVIDUAL. Signed: CESAR SANTOS ALBIZURES. This statement was filed with the County Clerk of Los Angeles County on 07/19/11. The registrant(s) has (have) commenced to transact business under the fictitious business name or names listed above on N/A. NOTICE- This Fictitious Name Statement expires five years from the date it was filed in the office of the County Clerk. A new Fictitious Business Name Statement must be filed prior to that date. The filing of this statement does not of itself authorize the use in this state of a Fictitious Business Name in violation of the rights of another under Federal, State, or common law (See section 14411 et seq. Business and Professions Code)Publish: Mountain Views News [882,421,1050,537]
legal-notice [707,652,874,791]
notice-body: The following person(s) is (are) doing business as: CNT TRANSPORT, 11436 PEACH ST., LYNWOOD, CA 90262. Full name of registrant(s) is (are) VASQUEZ, PABLO GARCIA, 11436 PEACH ST., LYNWOOD, CA 90262. This Business is conducted by: AN INDIVIDUAL. Signed: VASQUEZ, PABLO GARCIA. This statement was filed with the County Clerk of Los Angeles County on 07/19/11. The registrant(s) has (have) commenced to transact business under the fictitious business name or names listed above on N/A. NOTICE- This Fictitious Name Statement expires five years from the date it was filed in the office of the County Clerk. A new Fictitious Business Name Statement must be filed prior to that date. The filing of this statement does not of itself authorize the use in this state of a Fictitious Business Name in violation of the rights of another under Federal, State, or common law (See section 14411 et seq. Business and Professions Code)Publish: Mountain Views News [882,276,1050,393]
notice-heading: FICTITIOUS BUSINESS NAME STATEMENT [355,573,486,580]
notice-publication-dates: Dates Pub: July 30, Aug 06, 13, 20, 2011 [179,523,281,530]
notice-publication-dates: Dates Pub: July 30, Aug 06, 13, 20, 2011 [179,812,281,819]
notice-publication-dates: Dates Pub: July 30, Aug 06, 13, 20, 2011 [706,928,808,935]
notice-body: N/A. NOTICE- This Fictitious Name Statement expires five years from the date it was filed in the office of the County Clerk. A new Fictitious Business Name Statement must be filed prior to that date. The filing of this statement does not of itself authorize the use in this state of a Fictitious Business Name in violation of the rights of another under Federal, State, or common law (See section 14411 et seq. Business and Professions Code)Publish: Mountain Views News [882,46,1050,104]
notice-body: The following person(s) is (are) doing business as: E. H. TRUCKING, 11321 E. 108th ST., L.A., CA 90001. Full name of registrant(s) is (are) EDUARDO HERNANDEZ, 11321 E. 108th ST., L.A., CA 90001. This Business is conducted by: AN INDIVIDUAL. Signed: HERNANDEZ, EDUARDO. This statement was filed with the County Clerk of Los Angeles County on 07/19/11. The registrant(s) has (have) commenced to transact business under the fictitious business name or names listed above on N/A. NOTICE- This Fictitious Name Statement expires five years from the date it was filed in the office of the County Clerk. A new Fictitious Business Name Statement must be filed prior to that date. [531,1195,698,1283]
notice-body: The following person(s) is (are) doing business as: C S TRANSPORTATION, 1826 W. 220th ST., TORRANCE, CA 90501. Full name of registrant(s) is (are) CHOON SIK SIN, 1826 W. 220th ST., TORRANCE, CA 90501. This Business is conducted by: AN INDIVIDUAL. Signed: CHOON SIK SIN. This statement was filed with the County Clerk of Los Angeles County on 07/19/11. The registrant(s) has (have) commenced to transact business under the fictitious business name or names listed above on N/A. NOTICE- This Fictitious Name Statement expires five years from the date it was filed in the office of the County Clerk. A new Fictitious Business Name Statement must be filed prior to that date. The filing of this statement does not of itself authorize the use in this state of a Fictitious Business Name in violation of the rights of another under Federal, State, or common law (See section 14411 et seq. Business and Professions Code)Publish: Mountain Views News [531,327,698,444]
notice-heading: FICTITIOUS BUSINESS NAME STATEMENT [531,168,662,175]
notice-heading: FICTITIOUS BUSINESS NAME STATEMENT [531,1181,662,1188]
legal-notice [531,46,698,163]
notice-heading: FICTITIOUS BUSINESS NAME STATEMENT [179,681,310,688]
legal-notice [4,625,171,771]
notice-file-number: File No. 11-067296 [531,176,580,183]
legal-notice [4,921,171,1060]
notice-body: The following person(s) is (are) doing business as: FRANCISCO HERNANDEZ TRUCKING, 4231 E. IMPERIAL HWY, LYNWOOD, CA 90262. Full name of registrant(s) is (are) HERNANDEZ, FRANCISCO JAVIER, 4231 E. IMPERIAL HWY, LYNWOOD, CA 90262. This Business is conducted by: AN INDIVIDUAL. Signed: FRANCISCO JAVIER HERNANDEZ. This statement was filed with the County Clerk of Los Angeles County on 07/19/11. The registrant(s) has (have) commenced to transact business under the fictitious business name or names listed above on N/A. NOTICE- This Fictitious Name Statement expires five years from the date it was filed in the office of the County Clerk. A new Fictitious Business Name Statement must be filed prior to that date. The filing of this statement does not of itself authorize the use in this state of a Fictitious Business Name in violation of the rights of another under Federal, State, or common law (See section 14411 et seq. Business and Professions Code)Publish: Mountain Views News [355,291,523,415]
notice-heading: FICTITIOUS BUSINESS NAME STATEMENT [706,1238,837,1245]
notice-heading: FICTITIOUS BUSINESS NAME STATEMENT [706,941,837,948]
notice-body: The following person(s) is (are) doing business as: JAIME SILVA TRUCKING, 7222 EXETER ST. #3, PARAMOUNT, CA 90723. Full name of registrant(s) is (are) GARCIA, JAIME SILVA, 7222 EXETER ST. #3, PARAMOUNT, CA 90723. This Business is conducted by: AN INDIVIDUAL. Signed: GARCIA, JAIME SILVA. This statement was filed with the County Clerk of Los Angeles County on 07/19/11. The registrant(s) has (have) commenced to transact business under the fictitious business name or names listed above on N/A. NOTICE- This Fictitious Name Statement expires five years from the date it was filed in the office of the County Clerk. A new Fictitious Business Name Statement must be filed prior to that date. The filing of this statement does not of itself authorize the use in this state of a Fictitious Business Name in violation of the rights of another under Federal, State, or common law (See section 14411 et seq. Business and Professions Code)Publish: Mountain Views News [355,588,523,704]
notice-file-number: File No. 11-067302 [4,783,53,790]
notice-file-number: File No. 11-067290 [355,580,404,587]
notice-heading: FICTITIOUS BUSINESS NAME STATEMENT [882,985,1013,992]
legal-notice [531,169,698,308]
legal-notice [355,863,522,1002]
notice-body: The following person(s) is (are) doing business as: FRANCISCO ROCHA TRUCKING, 24357 MOONRAKER LN., MORENO VALLEY, CA 92557. Full name of registrant(s) is (are) FRANCISCO ROCHA GASSETLUM, 24357 MOONRAKER LN., MORENO VALLEY, CA 92557. This Business is conducted by: AN INDIVIDUAL. Signed: FRANCISCO ROCHA GASSETLUM. This statement was filed with the County Clerk of Los Angeles County on 07/19/11. The registrant(s) has (have) commenced to transact business under the fictitious business name or names listed above on N/A. NOTICE- This Fictitious Name Statement expires five years from the date it was filed in the office of the County Clerk. A new Fictitious Business Name Statement must be filed prior to that date. The filing of this statement does not of itself authorize the use in this state of a Fictitious Business Name in violation of the rights of another under Federal, State, or common law (See section 14411 et seq. Business and Professions Code)Publish: Mountain Views News [706,1100,874,1224]
notice-publication-dates: Dates Pub: July 30, Aug 06, 13, 20, 2011 [4,466,105,473]
notice-body: The following person(s) is (are) doing business as: ANCELMA TRUCKING, 8096 RESEDA AVE., FONTANA, CA 92335. Full name of registrant(s) is (are) RIVERA, ANCELMA, 8096 RESEDA AVE., FONTANA, CA 92335. This Business is conducted by: AN INDIVIDUAL. Signed: RIVERA, ANCELMA. This statement was filed with the County Clerk of Los Angeles County on 07/19/11. The registrant(s) has (have) commenced to transact business under the fictitious business name or names listed above on N/A. NOTICE- This Fictitious Name Statement expires five years from the date it was filed in the office of the County Clerk. A new Fictitious Business Name Statement must be filed prior to that date. The filing of this statement does not of itself authorize the use in this state of a Fictitious Business Name in violation of the rights of another under Federal, State, or common law (See section 14411 et seq. Business and Professions Code)Publish: Mountain Views News [882,1000,1050,1116]
notice-publication-dates: Dates Pub: July 30, Aug 06, 13, 20, 2011 [706,487,808,494]
notice-file-number: File No. 11-067271 [531,754,580,761]
legal-notice [882,118,1049,257]
notice-heading: FICTITIOUS BUSINESS NAME STATEMENT [706,652,837,659]
legal-notice [531,1037,698,1176]
legal-notice [707,942,874,1081]
notice-body: The following person(s) is (are) doing business as: MIGUEL CASTRO DELIVERY, 3036 N. BURTON AVE., ROSEMEAD, CA 91770. Full name of registrant(s) is (are) CASTRO, MIGUEL ANGEL, 3036 N. BURTON AVE., ROSEMEAD, CA 91770. This Business is conducted by: AN INDIVIDUAL. Signed: CASTRO, MIGUEL ANGEL. This statement was filed with the County Clerk of Los Angeles County on 07/19/11. The registrant(s) has (have) commenced to transact business under the fictitious business name or names listed above on N/A. NOTICE- This Fictitious Name Statement expires five years from the date it was filed in the office of the County Clerk. A new Fictitious Business Name Statement must be filed prior to that date. The filing of this statement does not of itself authorize the use in this state of a Fictitious Business Name in violation of the rights of another under Federal, State, or common law (See section 14411 et seq. Business and Professions Code)Publish: Mountain Views News [4,935,171,1052]
notice-heading: FICTITIOUS BUSINESS NAME STATEMENT [355,718,486,725]
notice-publication-dates: Dates Pub: July 30, Aug 06, 13, 20, 2011 [355,415,457,422]
notice-heading: FICTITIOUS BUSINESS NAME STATEMENT [882,840,1013,847]
legal-notice [531,1181,698,1283]
notice-publication-dates: Dates Pub: July 30, Aug 06, 13, 20, 2011 [355,263,457,270]
page-number: 19 [1008,0,1042,32]
legal-notice [531,603,698,742]
notice-body: The following person(s) is (are) doing business as: DAISY TRUCKING, 2958 RIPPLE PL., L.A., CA 90039. Full name of registrant(s) is (are) JOSE VICTORINO BARAHONA, 2958 RIPPLE PL., L.A., CA 90039. This Business is conducted by: AN INDIVIDUAL. Signed: JOSE VICTORINO BARAHONA. This statement was filed with the County Clerk of Los Angeles County on 07/19/11. The registrant(s) has (have) commenced to transact business under the fictitious business name or names listed above on N/A. NOTICE- This Fictitious Name Statement expires five years from the date it was filed in the office of the County Clerk. A new Fictitious Business Name Statement must be filed prior to that date. The filing of this statement does not of itself authorize the use in this state of a Fictitious Business Name in violation of the rights of another under Federal, State, or common law (See section 14411 et seq. Business and Professions Code)Publish: Mountain Views News [531,761,698,878]
notice-file-number: File No. 11-067301 [355,139,404,146]
notice-publication-dates: Dates Pub: July 30, Aug 06, 13, 20, 2011 [882,1116,984,1123]
notice-publication-dates: Dates Pub: July 30, Aug 06, 13, 20, 2011 [4,907,105,914]
notice-body: The following person(s) is (are) doing business as: JOSE FLORES TRUCKING, 743 E. 89th ST., L.A., CA 90002. Full name of registrant(s) is (are) JOSE M. FLORES, 743 E. 89th ST., L.A., CA 90002. This Business is conducted by: AN INDIVIDUAL. Signed: JOSE M. FLORES. This statement was filed with the County Clerk of Los Angeles County on 07/19/11. The registrant(s) has (have) commenced to transact business under the fictitious business name or names listed above on N/A. NOTICE- This Fictitious Name Statement expires five years from the date it was filed in the office of the County Clerk. A new Fictitious Business Name Statement must be filed prior to that date. The filing of this statement does not of itself authorize the use in this state of a Fictitious Business Name in violation of the rights of another under Federal, State, or common law (See section 14411 et seq. Business and Professions Code)Publish: Mountain Views News [531,46,698,155]
notice-body: The following person(s) is (are) doing business as: J K ENTERPRISES, 1320 E. 108th ST., L.A., CA 90059. Full name of registrant(s) is (are) SALVADOR QUINTANILLA CARABANTES, 1320 E. 108th ST., L.A., CA 90059. This Business is conducted by: AN INDIVIDUAL. Signed: SALVADOR QUINTANILLA CARABANTES. This statement was filed with the County Clerk of Los Angeles County on 07/19/11. The registrant(s) has (have) commenced to transact business under the fictitious business name or names listed above on N/A. NOTICE- This Fictitious Name Statement expires five years from the date it was filed in the office of the County Clerk. A new Fictitious Business Name Statement must be filed prior to that date. The filing of this statement does not of itself authorize the use in this state of a Fictitious Business Name in violation of the rights of another under Federal, State, or common law (See section 14411 et seq. Business and Professions Code)Publish: Mountain Views News [355,1166,523,1290]
notice-file-number: File No. 11-067138 [4,183,53,190]
notice-publication-dates: Dates Pub: July 30, Aug 06, 13, 20, 2011 [179,234,281,241]
notice-publication-dates: Dates Pub: July 30, Aug 06, 13, 20, 2011 [355,849,457,856]
notice-file-number: File No. 11-067289 [355,436,404,443]
notice-publication-dates: Dates Pub: July 30, Aug 06, 13, 20, 2011 [882,393,984,400]
legal-notice [707,46,874,61]
notice-file-number: File No. 11-067268 [531,320,580,327]
notice-file-number: File No. 11-067310 [179,688,228,695]
notice-heading: FICTITIOUS BUSINESS NAME STATEMENT [179,1115,310,1122]
notice-heading: FICTITIOUS BUSINESS NAME STATEMENT [4,327,135,334]
notice-body: The following person(s) is (are) doing business as: KELAND HAND MAN SERVICES, 8616 CIMARRON ST., L.A., CA 90047. Full name of registrant(s) is (are) FITZPATRICK, KELAND, 8616 CIMARRON ST., L.A., CA 90047. This Business is conducted by: AN INDIVIDUAL. Signed: FITZPATRICK, KELAND. This statement was filed with the County Clerk of Los Angeles County on 07/19/11. The registrant(s) has (have) commenced to transact business under the fictitious business name or names listed above on N/A. NOTICE- This Fictitious Name Statement expires five years from the date it was filed in the office of the County Clerk. A new Fictitious Business Name Statement must be filed prior to that date. The filing of this statement does not of itself authorize the use in this state of a Fictitious Business Name in violation of the rights of another under Federal, State, or common law (See section 14411 et seq. Business and Professions Code)Publish: Mountain Views News [355,732,523,849]
notice-heading: FICTITIOUS BUSINESS NAME STATEMENT [179,247,310,254]
legal-notice [355,46,522,126]
notice-file-number: File No. 11-067262 [882,703,931,710]
legal-notice [355,277,522,423]
notice-heading: FICTITIOUS BUSINESS NAME STATEMENT [4,176,135,183]
notice-body: The following person(s) is (are) doing business as: KANG TRUCKING, 1216 S. WESTMORELAND AVE., L.A., CA 90006. Full name of registrant(s) is (are) KANG, BONG W., 1216 S. WESTMORELAND AVE., L.A., CA 90006. This Business is conducted by: AN INDIVIDUAL. Signed: KANG, BONG W. This statement was filed with the County Clerk of Los Angeles County on 07/19/11. The registrant(s) has (have) commenced to transact business under the fictitious business name or names listed above on N/A. NOTICE- This Fictitious Name Statement expires five years from the date it was filed in the office of the County Clerk. A new Fictitious Business Name Statement must be filed prior to that date. The filing of this statement does not of itself authorize the use in this state of a Fictitious Business Name in violation of the rights of another under Federal, State, or common law (See section 14411 et seq. Business and Professions Code)Publish: Mountain Views News [179,985,347,1101]
legal-notice [707,67,874,206]
notice-file-number: File No. 11-067277 [706,363,755,370]
notice-body: The following person(s) is (are) doing business as: FRANCISCO N. MERINO TRUCKING, 1002 N. LAKME, WILMINGTON, CA 90744. Full name of registrant(s) is (are) FRANCISCO NELSON MERINO, 1002 N. LAKME, WILMINGTON, CA 90744. This Business is conducted by: AN INDIVIDUAL. Signed: FRANCISCO NELSON MERINO. This statement was filed with the County Clerk of Los Angeles County on 07/19/11. The registrant(s) has (have) commenced to transact business under the fictitious business name or names listed above on N/A. NOTICE- This Fictitious Name Statement expires five years from the date it was filed in the office of the County Clerk. A new Fictitious Business Name Statement must be filed prior to that date. The filing of this statement does not of itself authorize the use in this state of a Fictitious Business Name in violation of the rights of another under Federal, State, or common law (See section 14411 et seq. Business and Professions Code)Publish: Mountain Views News [706,515,874,638]
notice-body: Clerk of Los Angeles County on 07/19/11. The registrant(s) has (have) commenced to transact business under the fictitious business name or names listed above on N/A. NOTICE- This Fictitious Name Statement expires five years from the date it was filed in the office of the County Clerk. A new Fictitious Business Name Statement must be filed prior to that date. The filing of this statement does not of itself authorize the use in this state of a Fictitious Business Name in violation of the rights of another under Federal, State, or common law (See section 14411 et seq. Business and Professions Code)Publish: Mountain Views News [355,46,523,118]
notice-publication-dates: Dates Pub: July 30, Aug 06, 13, 20, 2011 [706,342,808,349]
notice-publication-dates: Dates Pub: July 30, Aug 06, 13, 20, 2011 [706,1225,808,1232]
notice-body: The following person(s) is (are) doing business as: COLOCHO CONSULTING, 436 W. 89th ST., L.A., CA 90003. Full name of registrant(s) is (are) COLOCHO, MIGUEL ANGEL, 436 W. 89th ST., L.A., CA 90003. This Business is conducted by: AN INDIVIDUAL. Signed: COLOCHO, MIGUEL ANGEL. This statement was filed with the County Clerk of Los Angeles County on 07/19/11. The registrant(s) has (have) commenced to transact business under the fictitious business name or names listed above [706,1252,874,1310]
notice-body: The following person(s) is (are) doing business as: LUIS SALVIN TRUCKING, 3330 PADDY LN., BALDWIN PARK, CA 91706. Full name of registrant(s) is (are) SALVIN, LUIS RAFAEL, 3330 PADDY LN., BALDWIN PARK, CA 91706. This Business is conducted by: AN INDIVIDUAL. Signed: SALVIN, LUIS RAFAEL. This statement was filed with the County [179,1274,347,1318]
notice-publication-dates: Dates Pub: July 30, Aug 06, 13, 20, 2011 [531,444,632,451]
notice-column-4 [531,46,702,1964]
notice-file-number: File No. 11-067297 [179,833,228,840]
legal-notice [4,1066,171,1212]
notice-body: Code)Publish: Mountain Views News [706,46,800,52]
notice-body: The following person(s) is (are) doing business as: LT TRANSPORTATION, 13553 E. 47th ST., L.A., CA 90011. Full name of registrant(s) is (are) TREJO, LUIS ALBERTO, 13553 E. 47th ST., L.A., CA 90011. This Business is conducted by: AN INDIVIDUAL. Signed: TREJO, LUIS ALBERTO. This statement was filed with the County Clerk of Los Angeles County on 07/19/11. The registrant(s) has (have) commenced to transact business under the fictitious business name or names listed above on N/A. NOTICE- This Fictitious Name Statement expires five years from the date it was filed in the office of the County Clerk. A new Fictitious Business Name Statement must be filed prior to that date. The filing of this statement does not of itself authorize the use in this state of a Fictitious Business Name in violation of the rights of another under Federal, State, or common law (See section 14411 et seq. Business and Professions Code)Publish: Mountain Views News [355,146,523,263]
legal-notice [707,1238,874,1311]
